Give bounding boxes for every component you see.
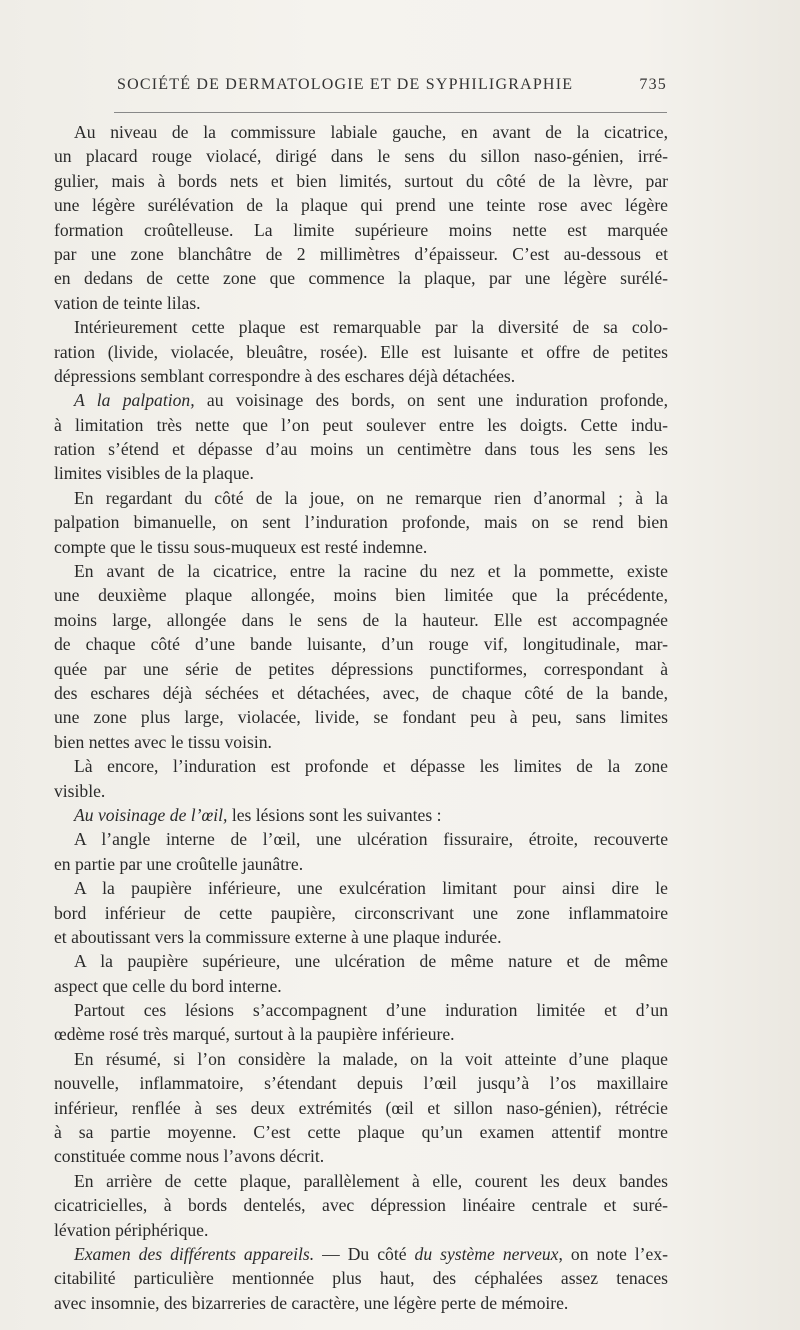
- header-title: SOCIÉTÉ DE DERMATOLOGIE ET DE SYPHILIGRAPHIE: [117, 76, 574, 93]
- text-line: bien nettes avec le tissu voisin.: [54, 731, 272, 752]
- text-line: avec insomnie, des bizarreries de caractère, une légère perte de mémoire.: [54, 1292, 569, 1313]
- text-line: à sa partie moyenne. C’est cette plaque qu’un examen attentif montre: [54, 1122, 668, 1143]
- text-line: une zone plus large, violacée, livide, se fondant peu à peu, sans limites: [54, 707, 668, 728]
- text-line: moins large, allongée dans le sens de la hauteur. Elle est accompagnée: [54, 609, 668, 630]
- text-line: [54, 388, 668, 412]
- text-line: Intérieurement cette plaque est remarquable par la diversité de sa colo-: [74, 317, 668, 338]
- text-line: En arrière de cette plaque, parallèlement à elle, courent les deux bandes: [74, 1170, 668, 1191]
- italic-phrase: A la palpation,: [74, 390, 195, 411]
- text-line: A la paupière inférieure, une exulcération limitant pour ainsi dire le: [74, 878, 668, 899]
- text-line: cicatricielles, à bords dentelés, avec dépression linéaire centrale et suré-: [54, 1195, 668, 1216]
- page-number: 735: [639, 76, 667, 93]
- text-line: des eschares déjà séchées et détachées, avec, de chaque côté de la bande,: [54, 682, 668, 703]
- text-line: ration (livide, violacée, bleuâtre, rosée). Elle est luisante et offre de petites: [54, 341, 668, 362]
- text-line: limites visibles de la plaque.: [54, 463, 254, 484]
- italic-phrase: Au voisinage de l’œil,: [74, 804, 228, 825]
- text-line: En avant de la cicatrice, entre la racine du nez et la pommette, existe: [74, 561, 668, 582]
- text-line: A la paupière supérieure, une ulcération de même nature et de même: [74, 951, 668, 972]
- text-line: œdème rosé très marqué, surtout à la paupière inférieure.: [54, 1024, 455, 1045]
- text-line: un placard rouge violacé, dirigé dans le sens du sillon naso-génien, irré-: [54, 146, 668, 167]
- text-line: une deuxième plaque allongée, moins bien limitée que la précédente,: [54, 585, 668, 606]
- text-line: Au niveau de la commissure labiale gauche, en avant de la cicatrice,: [74, 122, 668, 142]
- header-rule: [114, 112, 667, 113]
- text-line: En résumé, si l’on considère la malade, on la voit atteinte d’une plaque: [74, 1048, 668, 1069]
- text-line: A l’angle interne de l’œil, une ulcération fissuraire, étroite, recouverte: [74, 829, 668, 850]
- text-line: Là encore, l’induration est profonde et dépasse les limites de la zone: [74, 756, 668, 777]
- italic-phrase: du système nerveux: [414, 1243, 559, 1264]
- text-line: constituée comme nous l’avons décrit.: [54, 1146, 325, 1167]
- text-line: palpation bimanuelle, on sent l’induration profonde, mais on se rend bien: [54, 512, 668, 533]
- text-line: une légère surélévation de la plaque qui prend une teinte rose avec légère: [54, 195, 668, 216]
- text-line: Partout ces lésions s’accompagnent d’une induration limitée et d’un: [74, 1000, 668, 1021]
- text-line: citabilité particulière mentionnée plus haut, des céphalées assez tenaces: [54, 1268, 668, 1289]
- text-line: aspect que celle du bord interne.: [54, 975, 282, 996]
- text-line: En regardant du côté de la joue, on ne remarque rien d’anormal ; à la: [74, 487, 668, 508]
- text-line: bord inférieur de cette paupière, circonscrivant une zone inflammatoire: [54, 902, 668, 923]
- text-line: et aboutissant vers la commissure externe à une plaque indurée.: [54, 926, 502, 947]
- text-fragment: au voisinage des bords, on sent une induration profonde,: [206, 390, 668, 411]
- text-line: quée par une série de petites dépressions punctiformes, correspondant à: [54, 658, 668, 679]
- text-line: en dedans de cette zone que commence la plaque, par une légère surélé-: [54, 268, 668, 289]
- text-line: par une zone blanchâtre de 2 millimètres d’épaisseur. C’est au-dessous et: [54, 243, 668, 264]
- text-fragment: , on note l’ex-: [558, 1243, 668, 1264]
- text-line: ration s’étend et dépasse d’au moins un centimètre dans tous les sens les: [54, 439, 668, 460]
- text-line: visible.: [54, 780, 106, 801]
- text-line: à limitation très nette que l’on peut soulever entre les doigts. Cette indu-: [54, 414, 668, 435]
- text-line: inférieur, renflée à ses deux extrémités (œil et sillon naso-génien), rétrécie: [54, 1097, 668, 1118]
- text-line: compte que le tissu sous-muqueux est resté indemne.: [54, 536, 428, 557]
- text-fragment: — Du côté: [322, 1243, 407, 1264]
- text-line: gulier, mais à bords nets et bien limités, surtout du côté de la lèvre, par: [54, 170, 668, 191]
- text-line: en partie par une croûtelle jaunâtre.: [54, 853, 304, 874]
- text-line: formation croûtelleuse. La limite supérieure moins nette est marquée: [54, 219, 668, 240]
- text-line: nouvelle, inflammatoire, s’étendant depuis l’œil jusqu’à l’os maxillaire: [54, 1073, 668, 1094]
- running-header: [117, 76, 667, 102]
- text-line: dépressions semblant correspondre à des eschares déjà détachées.: [54, 365, 516, 386]
- italic-phrase: Examen des différents appareils.: [74, 1243, 315, 1264]
- text-line: [54, 1242, 668, 1266]
- text-line: [54, 803, 668, 827]
- body-text: [54, 120, 668, 1315]
- text-line: de chaque côté d’une bande luisante, d’un rouge vif, longitudinale, mar-: [54, 634, 668, 655]
- text-line: lévation périphérique.: [54, 1219, 209, 1240]
- text-fragment: les lésions sont les suivantes :: [231, 804, 442, 825]
- text-line: vation de teinte lilas.: [54, 292, 201, 313]
